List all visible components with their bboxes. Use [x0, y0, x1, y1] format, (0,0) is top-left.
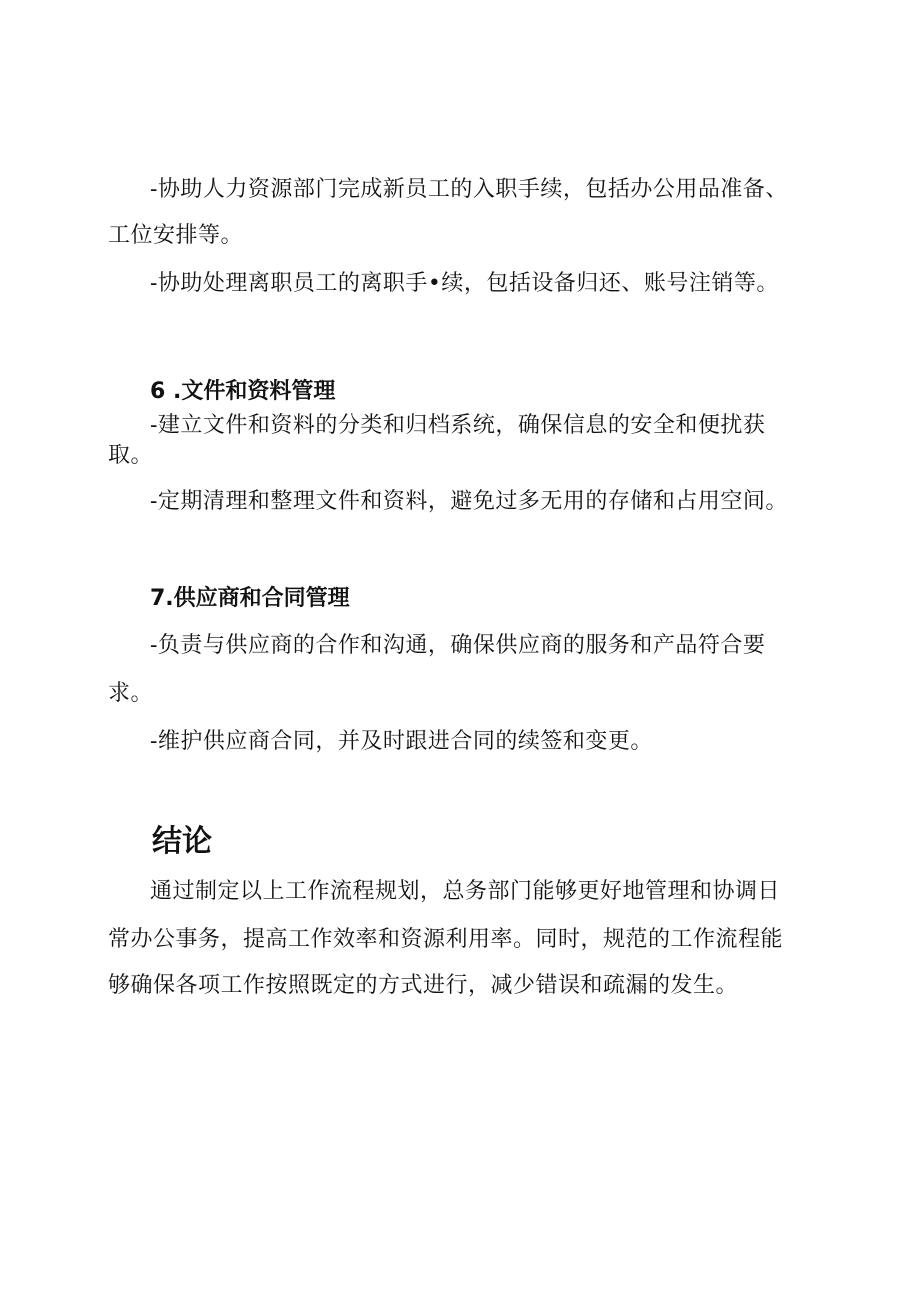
offboarding-item: -协助处理离职员工的离职手•续，包括设备归还、账号注销等。	[150, 271, 779, 296]
files-item1-line2: 取。	[108, 443, 154, 468]
onboarding-item-line1: -协助人力资源部门完成新员工的入职手续，包括办公用品准备、	[150, 177, 788, 202]
files-item2: -定期清理和整理文件和资料，避免过多无用的存储和占用空间。	[150, 489, 788, 514]
suppliers-item1-line2: 求。	[108, 681, 154, 706]
section-heading-suppliers: 7.供应商和合同管理	[150, 586, 350, 611]
conclusion-line2: 常办公事务，提高工作效率和资源利用率。同时，规范的工作流程能	[108, 927, 784, 952]
conclusion-line3: 够确保各项工作按照既定的方式进行，减少错误和疏漏的发生。	[108, 973, 739, 998]
suppliers-item1-line1: -负责与供应商的合作和沟通，确保供应商的服务和产品符合要	[150, 633, 766, 658]
section-heading-files: 6 .文件和资料管理	[150, 379, 336, 404]
files-item1-line1: -建立文件和资料的分类和归档系统，确保信息的安全和便扰获	[150, 413, 766, 438]
suppliers-item2: -维护供应商合同，并及时跟进合同的续签和变更。	[150, 729, 653, 754]
conclusion-heading: 结论	[152, 824, 212, 859]
conclusion-line1: 通过制定以上工作流程规划，总务部门能够更好地管理和协调日	[150, 879, 781, 904]
onboarding-item-line2: 工位安排等。	[108, 223, 244, 248]
